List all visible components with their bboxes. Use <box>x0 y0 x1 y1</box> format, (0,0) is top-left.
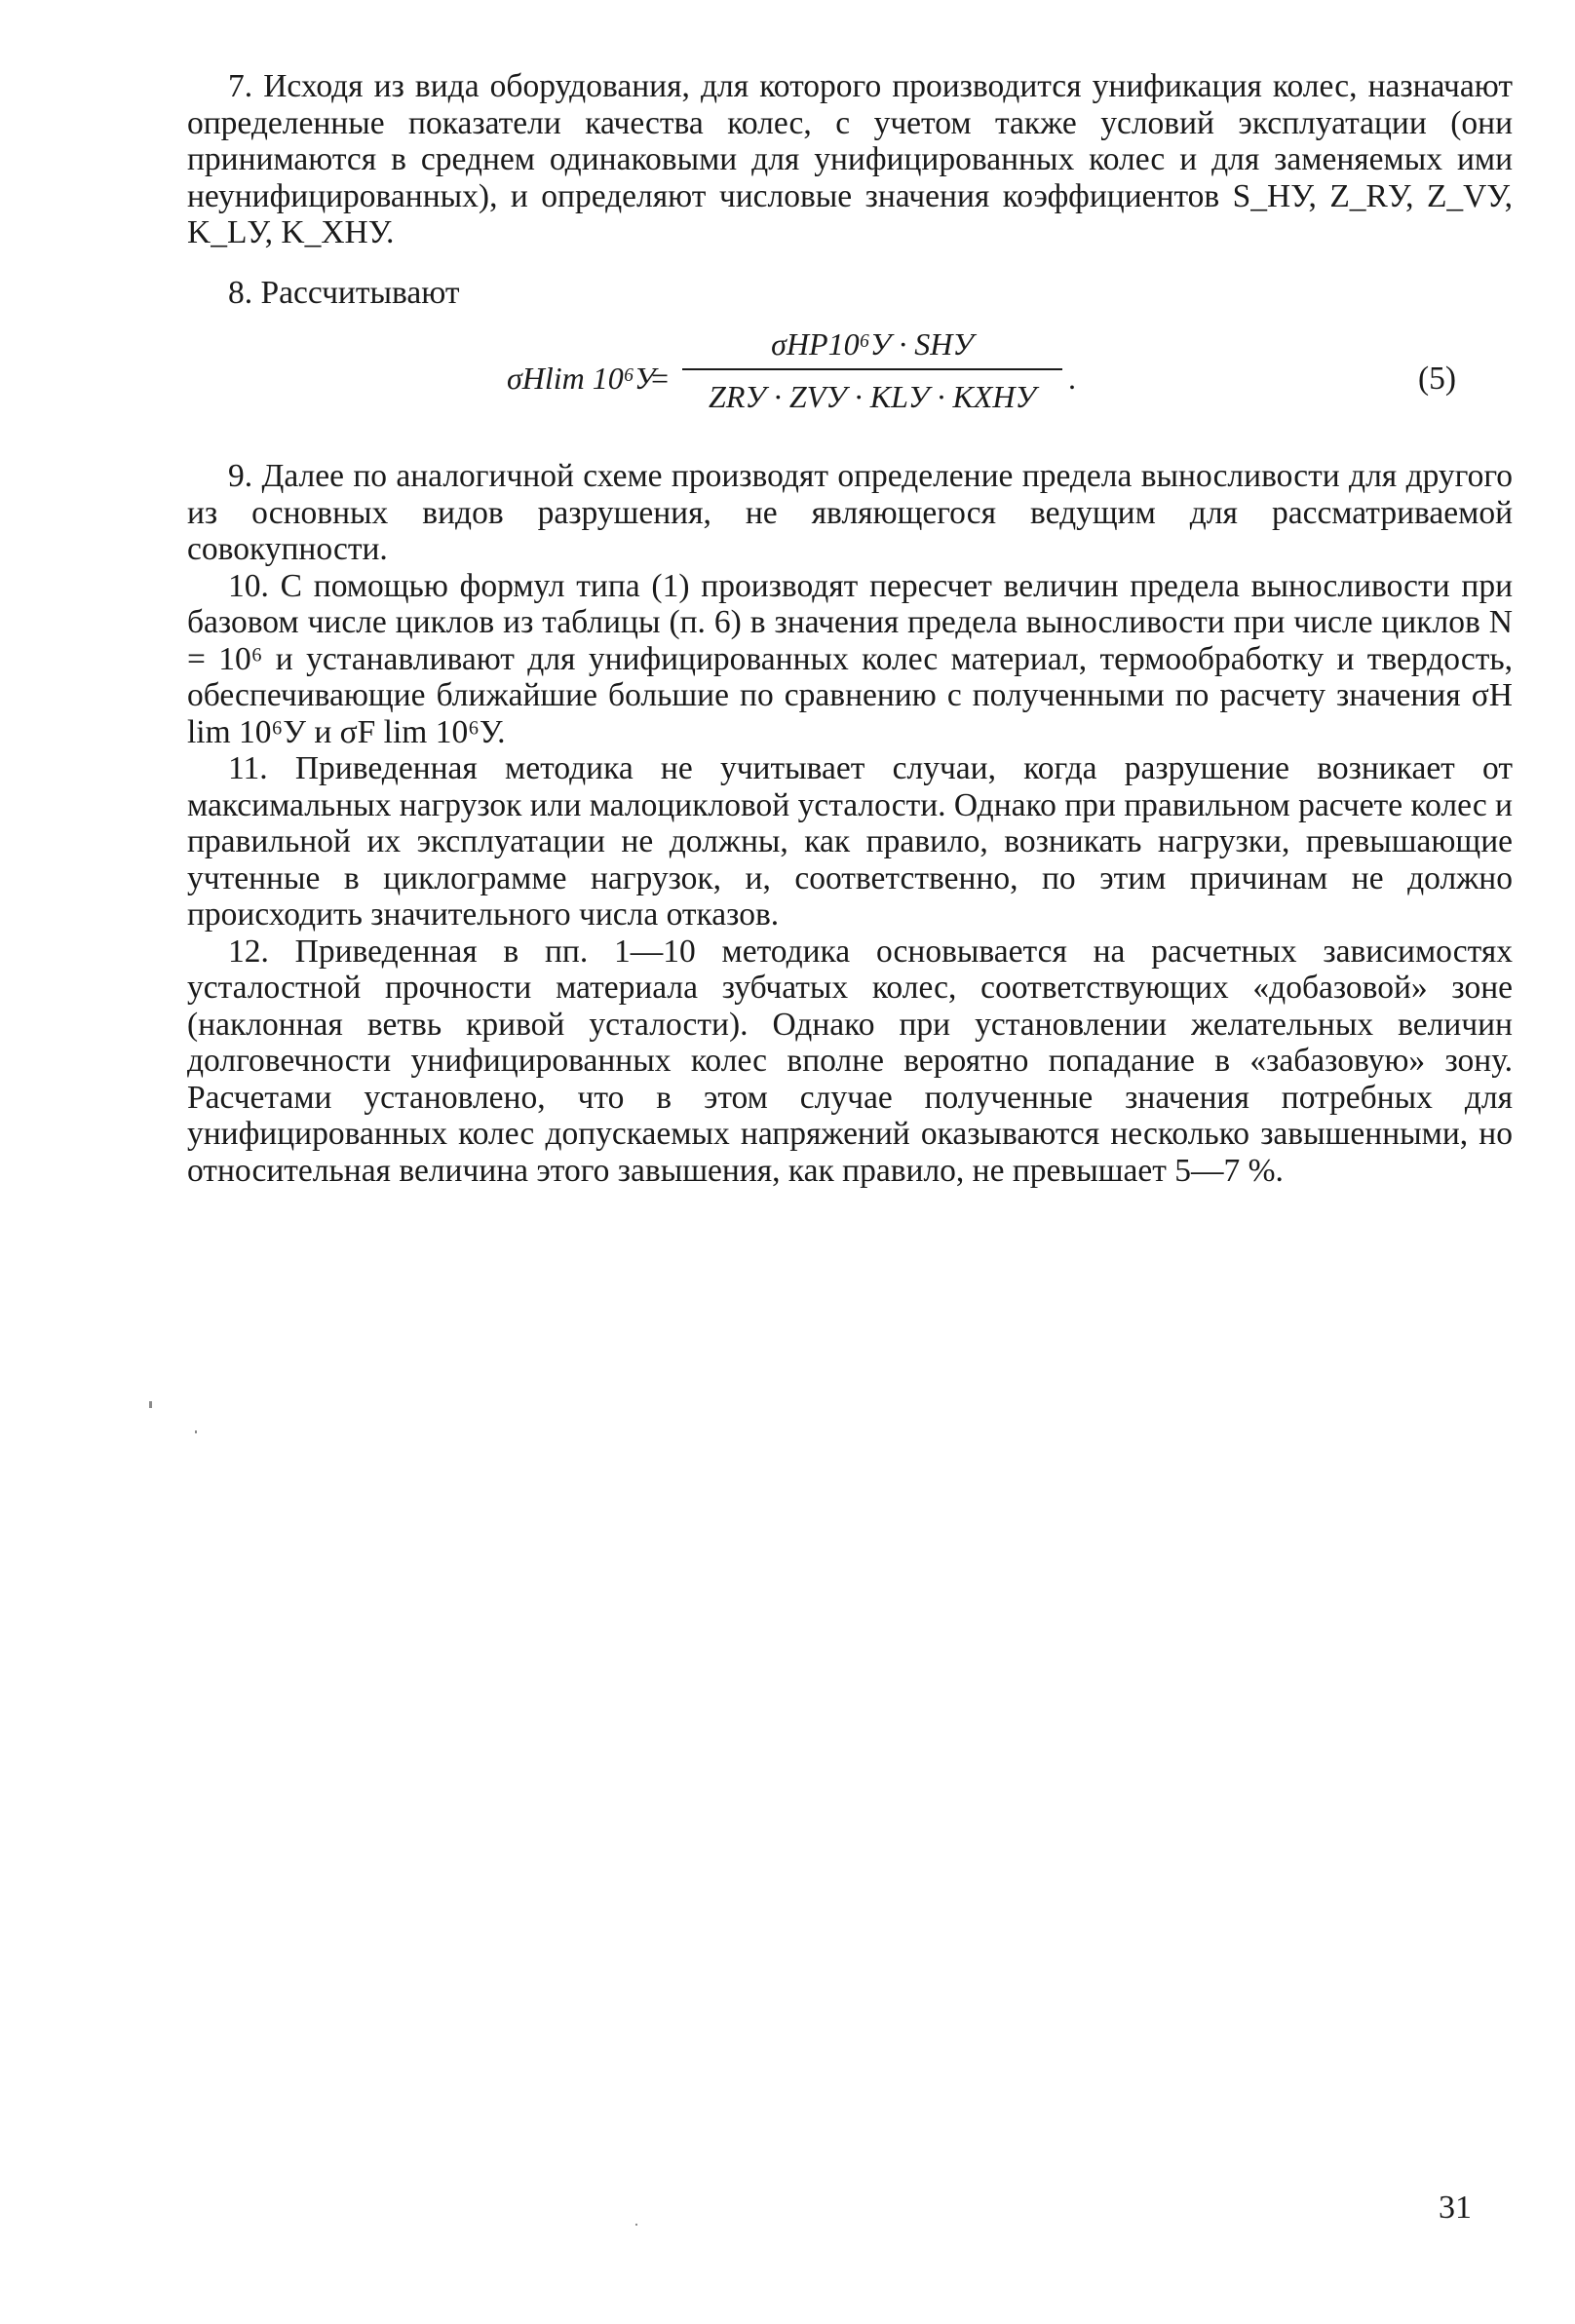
scan-speck <box>195 1430 197 1433</box>
scan-speck <box>149 1401 152 1408</box>
formula-denominator: ZRУ · ZVУ · KLУ · KXHУ <box>709 379 1036 414</box>
fraction-bar <box>682 368 1062 370</box>
text-block-main <box>187 458 1513 1189</box>
paragraph-7: 7. Исходя из вида оборудования, для которого производится унификация колес, назначают определенные показатели качества колес, с учетом также условий эксплуатации (они принимаются в среднем одинаковыми для унифицированных колес и для заменяемых ими неунифицированных), и определяют числовые значения коэффициентов S_HУ, Z_RУ, Z_VУ, K_LУ, K_XHУ. <box>187 68 1513 250</box>
paragraph-12: 12. Приведенная в пп. 1—10 методика основывается на расчетных зависимостях усталостной прочности материала зубчатых колес, соответствующих «добазовой» зоне (наклонная ветвь кривой усталости). Однако при установлении желательных величин долговечности унифицированных колес вполне вероятно попадание в «забазовую» зону. Расчетами установлено, что в этом случае полученные значения потребных для унифицированных колес допускаемых напряжений оказываются несколько завышенными, но относительная величина этого завышения, как правило, не превышает 5—7 %. <box>187 933 1513 1189</box>
paragraph-11: 11. Приведенная методика не учитывает случаи, когда разрушение возникает от максимальных нагрузок или малоцикловой усталости. Однако при правильном расчете колес и правильной их эксплуатации не должны, как правило, возникать нагрузки, превышающие учтенные в циклограмме нагрузок, и, соответственно, по этим причинам не должно происходить значительного числа отказов. <box>187 750 1513 933</box>
formula-equals: = <box>651 361 670 396</box>
page-number: 31 <box>1439 2190 1472 2226</box>
formula-lhs: σHlim 10⁶У <box>507 361 656 396</box>
formula-5 <box>507 322 1092 429</box>
formula-fraction <box>682 322 1062 419</box>
scan-speck <box>635 2224 637 2226</box>
text-block-top <box>187 68 1513 251</box>
equation-number: (5) <box>1418 361 1457 397</box>
formula-period: . <box>1068 361 1076 396</box>
paragraph-10: 10. С помощью формул типа (1) производят пересчет величин предела выносливости при базовом числе циклов из таблицы (п. 6) в значения предела выносливости при числе циклов N = 10⁶ и устанавливают для унифицированных колес материал, термообработку и твердость, обеспечивающие ближайшие большие по сравнению с полученными по расчету значения σH lim 10⁶У и σF lim 10⁶У. <box>187 567 1513 750</box>
paragraph-9: 9. Далее по аналогичной схеме производят определение предела выносливости для другого из основных видов разрушения, не являющегося ведущим для рассматриваемой совокупности. <box>187 458 1513 567</box>
paragraph-8-heading: 8. Рассчитывают <box>228 275 460 311</box>
formula-numerator: σHP10⁶У · SHУ <box>771 326 974 362</box>
